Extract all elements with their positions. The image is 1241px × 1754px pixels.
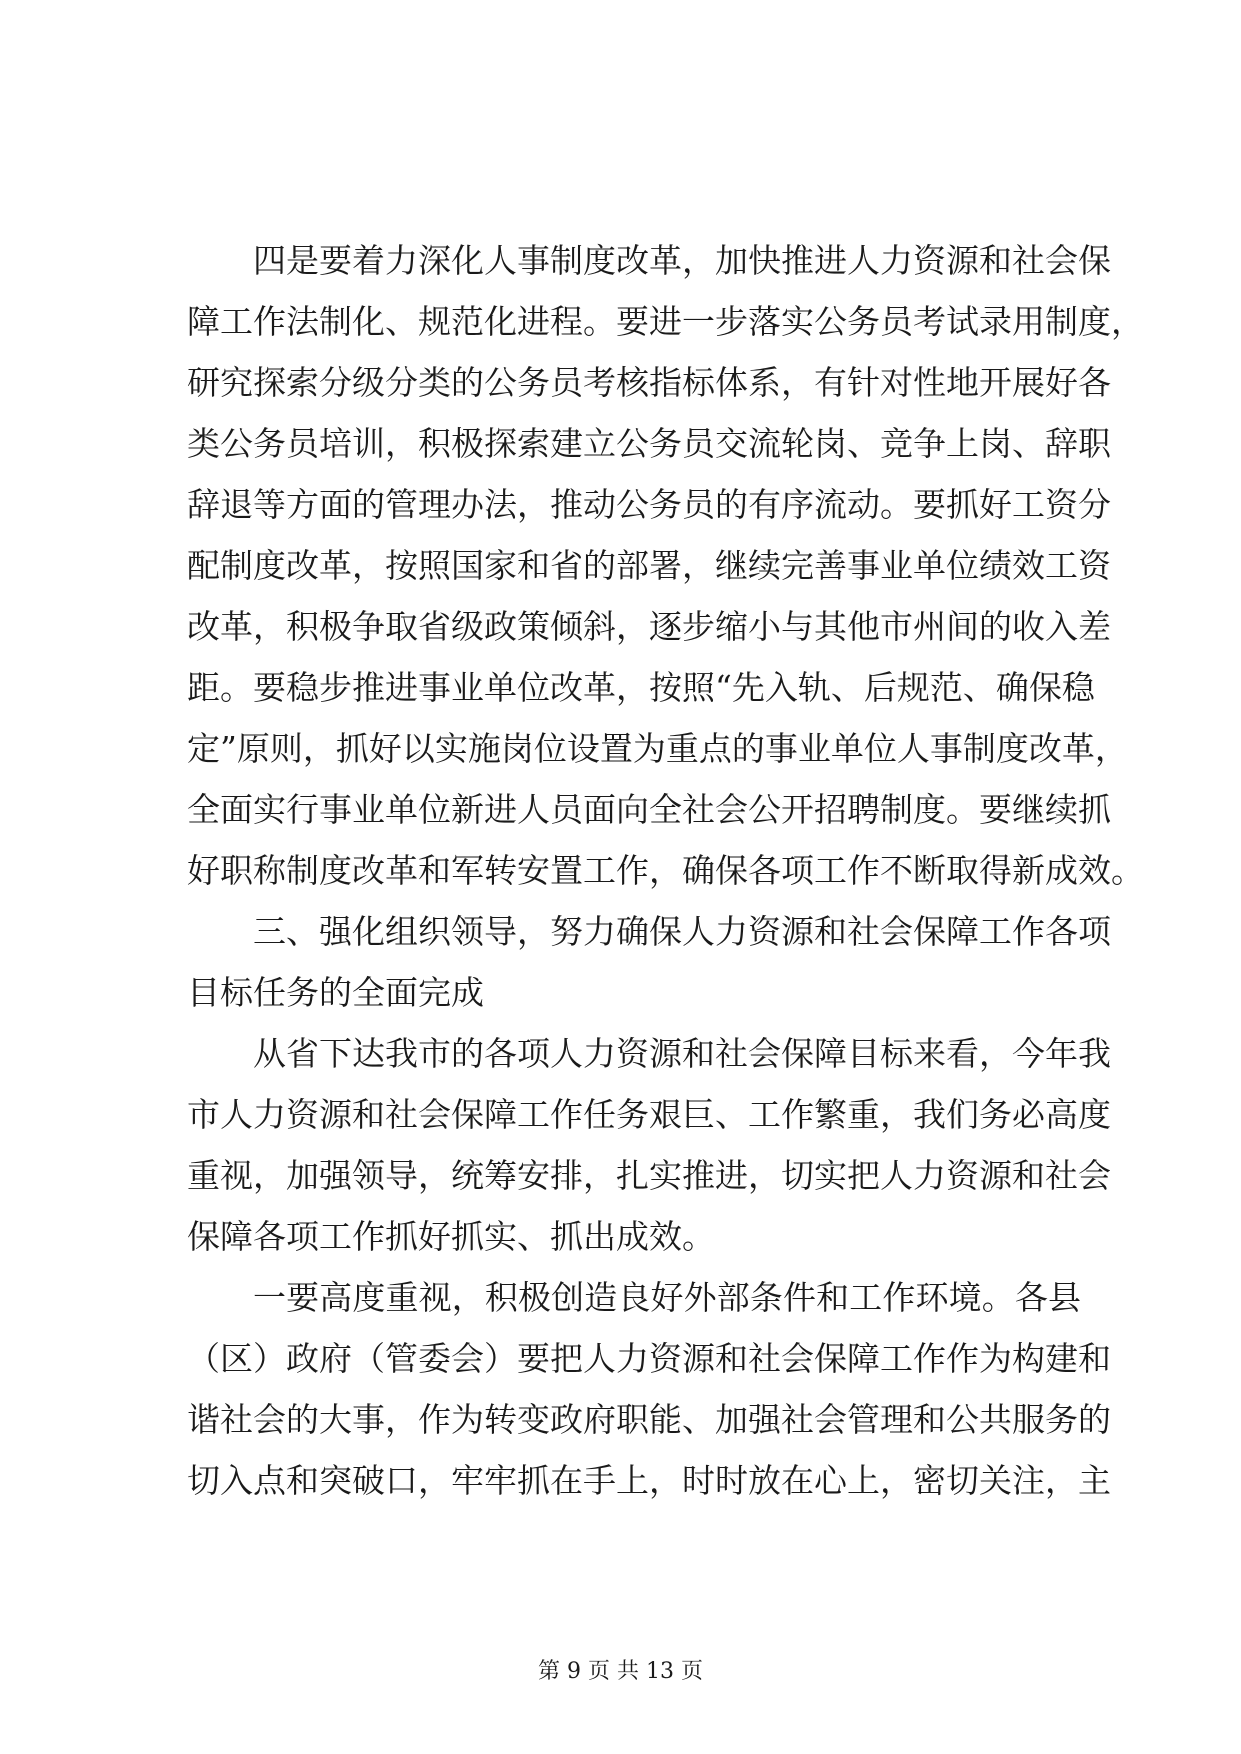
text-line: 一要高度重视，积极创造良好外部条件和工作环境。各县 bbox=[253, 1278, 1081, 1317]
section-heading-line: 目标任务的全面完成 bbox=[187, 973, 484, 1012]
text-line: 距。要稳步推进事业单位改革，按照“先入轨、后规范、确保稳 bbox=[187, 668, 1095, 707]
text-line: 定”原则，抓好以实施岗位设置为重点的事业单位人事制度改革， bbox=[187, 729, 1128, 768]
text-line: 研究探索分级分类的公务员考核指标体系，有针对性地开展好各 bbox=[187, 363, 1111, 402]
text-line: 好职称制度改革和军转安置工作，确保各项工作不断取得新成效。 bbox=[187, 851, 1144, 890]
text-line: 谐社会的大事，作为转变政府职能、加强社会管理和公共服务的 bbox=[187, 1400, 1111, 1439]
text-line: 全面实行事业单位新进人员面向全社会公开招聘制度。要继续抓 bbox=[187, 790, 1111, 829]
document-body bbox=[187, 230, 1144, 1511]
text-line: 重视，加强领导，统筹安排，扎实推进，切实把人力资源和社会 bbox=[187, 1156, 1111, 1195]
page-number-footer: 第 9 页 共 13 页 bbox=[538, 1659, 703, 1684]
text-line: 市人力资源和社会保障工作任务艰巨、工作繁重，我们务必高度 bbox=[187, 1095, 1111, 1134]
section-heading-line: 三、强化组织领导，努力确保人力资源和社会保障工作各项 bbox=[253, 912, 1111, 951]
text-line: 切入点和突破口，牢牢抓在手上，时时放在心上，密切关注，主 bbox=[187, 1461, 1111, 1500]
text-line: 四是要着力深化人事制度改革，加快推进人力资源和社会保 bbox=[253, 241, 1111, 280]
text-line: 配制度改革，按照国家和省的部署，继续完善事业单位绩效工资 bbox=[187, 546, 1111, 585]
text-line: （区）政府（管委会）要把人力资源和社会保障工作作为构建和 bbox=[187, 1339, 1111, 1378]
text-line: 辞退等方面的管理办法，推动公务员的有序流动。要抓好工资分 bbox=[187, 485, 1111, 524]
text-line: 改革，积极争取省级政策倾斜，逐步缩小与其他市州间的收入差 bbox=[187, 607, 1111, 646]
text-line: 类公务员培训，积极探索建立公务员交流轮岗、竞争上岗、辞职 bbox=[187, 424, 1111, 463]
text-line: 障工作法制化、规范化进程。要进一步落实公务员考试录用制度， bbox=[187, 302, 1144, 341]
text-line: 从省下达我市的各项人力资源和社会保障目标来看，今年我 bbox=[253, 1034, 1111, 1073]
text-line: 保障各项工作抓好抓实、抓出成效。 bbox=[187, 1217, 715, 1256]
